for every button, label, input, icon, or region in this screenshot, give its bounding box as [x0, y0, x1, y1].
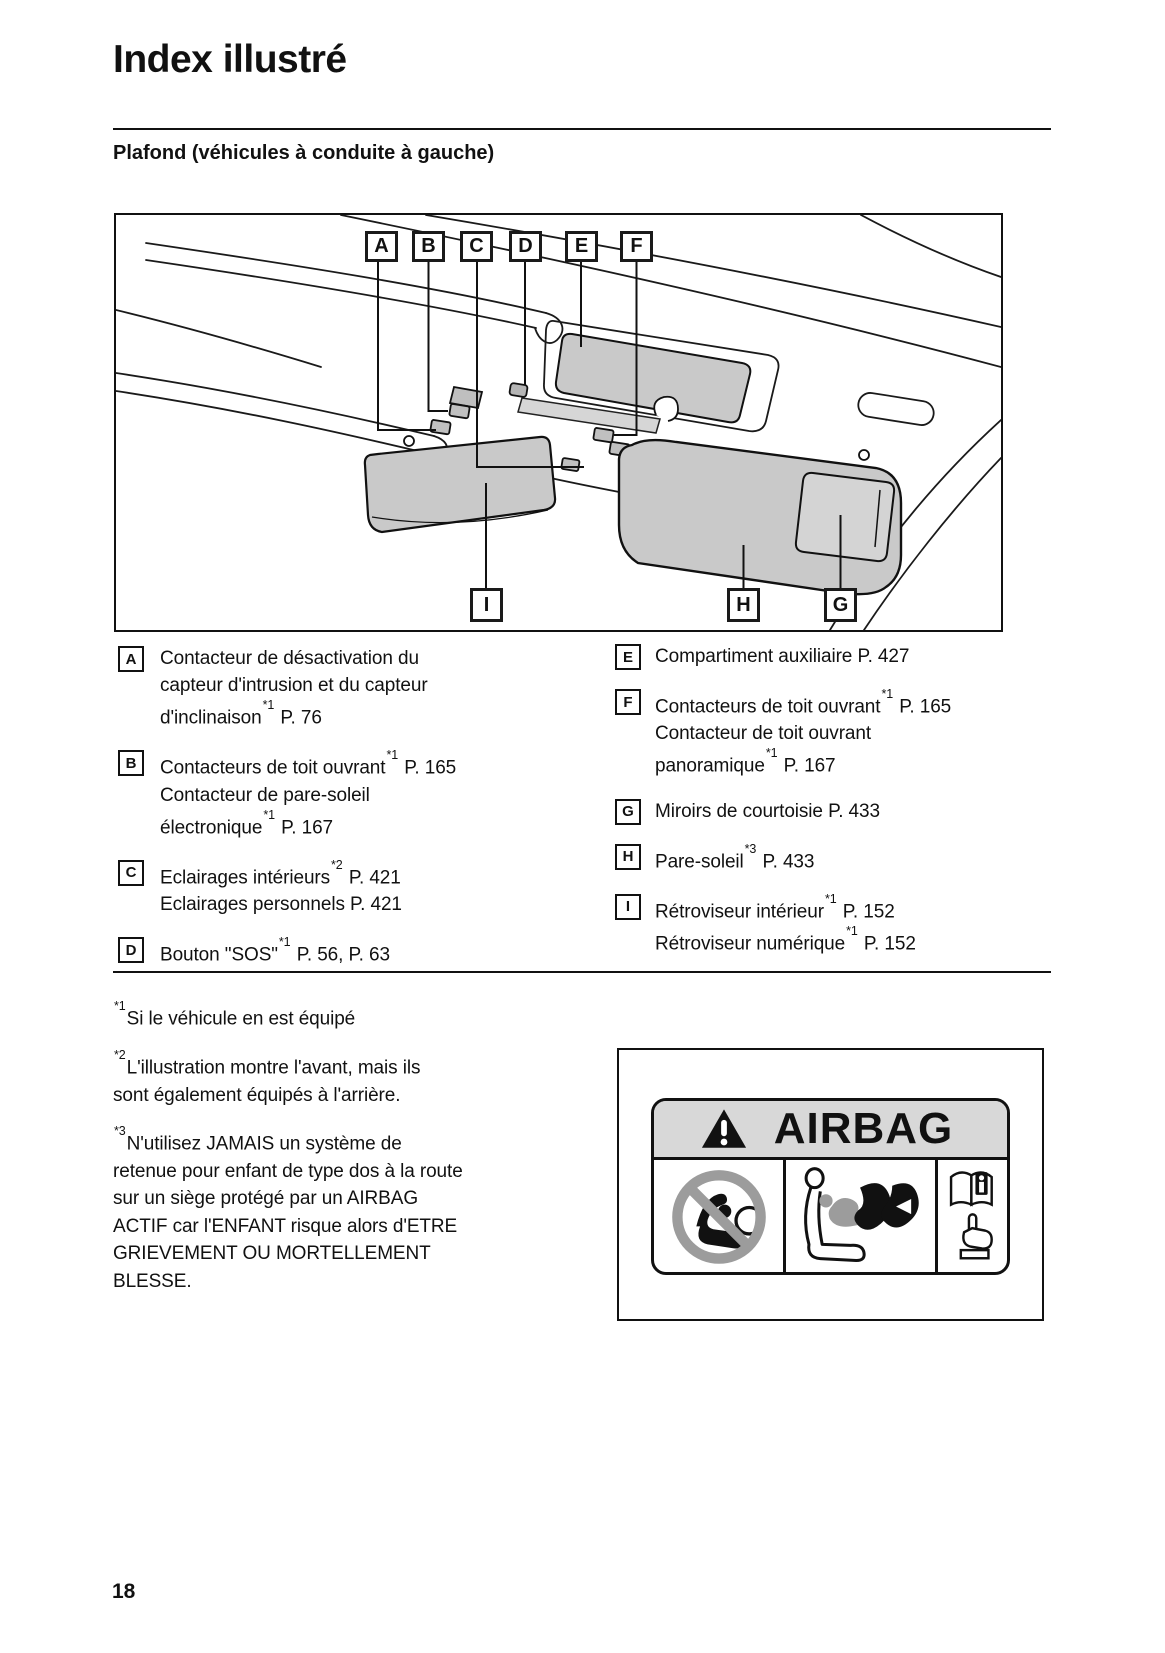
no-rearfacing-childseat-pictogram	[654, 1160, 786, 1272]
diagram-callout-D: D	[509, 231, 542, 262]
legend-key-G: G	[615, 799, 641, 825]
legend-text-I: Rétroviseur intérieur$^{*1}$ P. 152 Rétroviseur numérique$^{*1}$ P. 152	[655, 891, 916, 955]
airbag-label-title: AIRBAG	[773, 1104, 954, 1153]
legend-key-D: D	[118, 937, 144, 963]
legend-text-H: Pare-soleil$^{*3}$ P. 433	[655, 841, 815, 872]
legend-key-I: I	[615, 894, 641, 920]
divider-rule-top	[113, 128, 1051, 130]
legend-text-A: Contacteur de désactivation du capteur d'intrusion et du capteur d'inclinaison$^{*1}$ P. 76	[160, 648, 428, 729]
legend-right-column	[615, 643, 1055, 976]
diagram-callout-G: G	[824, 588, 857, 622]
legend-text-C: Eclairages intérieurs$^{*2}$ P. 421 Eclairages personnels P. 421	[160, 857, 402, 916]
diagram-callout-H: H	[727, 588, 760, 622]
airbag-warning-label	[651, 1098, 1010, 1275]
ceiling-diagram	[114, 213, 1003, 632]
legend-text-D: Bouton "SOS"$^{*1}$ P. 56, P. 63	[160, 935, 390, 966]
legend-key-B: B	[118, 750, 144, 776]
read-manual-pictogram	[938, 1160, 1007, 1272]
legend-key-F: F	[615, 689, 641, 715]
legend-key-C: C	[118, 860, 144, 886]
diagram-callout-C: C	[460, 231, 493, 262]
warning-triangle-icon	[700, 1107, 748, 1151]
legend-entry-I	[615, 893, 1055, 958]
legend-key-E: E	[615, 644, 641, 670]
legend-entry-A	[118, 645, 598, 731]
section-subtitle: Plafond (véhicules à conduite à gauche)	[113, 142, 495, 164]
legend-entry-B	[118, 749, 598, 841]
footnote-3: $^{*3}$N'utilisez JAMAIS un système de retenue pour enfant de type dos à la route sur un siège protégé par un AIRBAG ACTIF car l'ENFANT risque alors d'ETRE GRIEVEMENT OU MORTELLEMENT BLESSE.	[113, 1124, 463, 1292]
legend-key-H: H	[615, 844, 641, 870]
legend-entry-D	[118, 936, 598, 968]
legend-entry-H	[615, 843, 1055, 875]
vanity-mirror	[796, 473, 894, 561]
legend-text-E: Compartiment auxiliaire P. 427	[655, 646, 910, 667]
right-sun-visor	[619, 397, 901, 594]
legend-text-G: Miroirs de courtoisie P. 433	[655, 800, 880, 822]
legend-text-F: Contacteurs de toit ouvrant$^{*1}$ P. 165 Contacteur de toit ouvrant panoramique$^{*1}$ P. 167	[655, 687, 952, 777]
diagram-callout-E: E	[565, 231, 598, 262]
legend-left-column	[118, 645, 598, 987]
legend-text-B: Contacteurs de toit ouvrant$^{*1}$ P. 165 Contacteur de pare-soleil électronique$^{*1}$ P. 167	[160, 748, 457, 838]
ceiling-diagram-art	[116, 215, 1001, 630]
footnote-1: $^{*1}$Si le véhicule en est équipé	[114, 999, 356, 1030]
legend-entry-G	[615, 798, 1055, 825]
airbag-deployment-pictogram	[786, 1160, 938, 1272]
diagram-callout-F: F	[620, 231, 653, 262]
legend-entry-C	[118, 859, 598, 918]
footnote-2: $^{*2}$L'illustration montre l'avant, mais ils sont également équipés à l'arrière.	[113, 1047, 421, 1106]
footnotes	[113, 1000, 605, 1311]
overhead-console	[450, 321, 779, 433]
airbag-warning-figure	[617, 1048, 1044, 1321]
legend-entry-F	[615, 688, 1055, 780]
airbag-label-pictograms	[654, 1160, 1007, 1272]
page-title: Index illustré	[113, 38, 347, 81]
diagram-callout-I: I	[470, 588, 503, 622]
airbag-label-header	[654, 1101, 1007, 1160]
diagram-callout-A: A	[365, 231, 398, 262]
left-sun-visor	[365, 436, 555, 532]
legend-key-A: A	[118, 646, 144, 672]
divider-rule-bottom	[113, 971, 1051, 973]
page-number: 18	[112, 1580, 136, 1603]
diagram-callout-B: B	[412, 231, 445, 262]
legend-entry-E	[615, 643, 1055, 670]
